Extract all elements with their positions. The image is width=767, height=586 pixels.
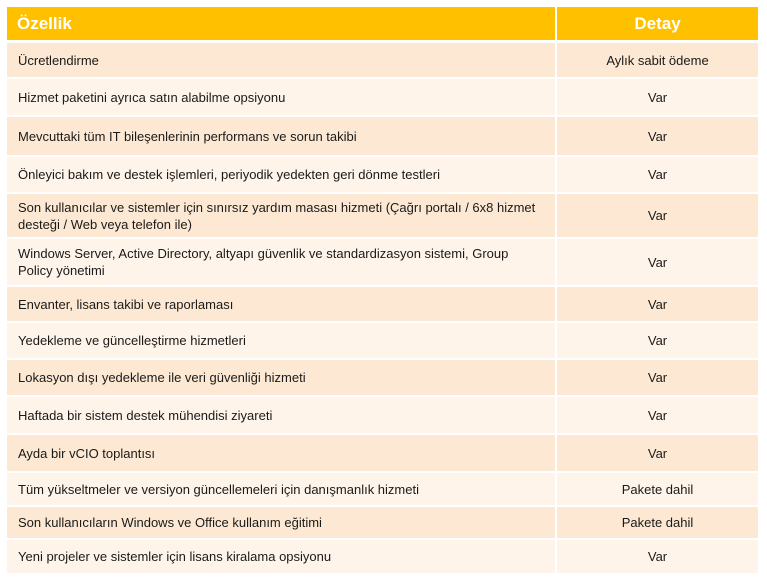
- feature-cell: Son kullanıcıların Windows ve Office kullanım eğitimi: [7, 507, 557, 540]
- detail-cell: Var: [557, 397, 758, 435]
- detail-cell: Pakete dahil: [557, 507, 758, 540]
- detail-cell: Var: [557, 194, 758, 239]
- table-row: [7, 540, 758, 575]
- detail-cell: Aylık sabit ödeme: [557, 43, 758, 79]
- table-row: [7, 435, 758, 473]
- detail-cell: Var: [557, 540, 758, 575]
- table-row: [7, 287, 758, 323]
- table-row: [7, 239, 758, 287]
- detail-cell: Var: [557, 435, 758, 473]
- table-row: [7, 323, 758, 360]
- table-row: [7, 507, 758, 540]
- feature-cell: Haftada bir sistem destek mühendisi ziyareti: [7, 397, 557, 435]
- feature-cell: Hizmet paketini ayrıca satın alabilme opsiyonu: [7, 79, 557, 117]
- table-row: [7, 473, 758, 507]
- table-row: [7, 43, 758, 79]
- feature-cell: Yeni projeler ve sistemler için lisans kiralama opsiyonu: [7, 540, 557, 575]
- detail-cell: Var: [557, 79, 758, 117]
- detail-cell: Var: [557, 157, 758, 194]
- header-row: [7, 7, 758, 43]
- feature-cell: Mevcuttaki tüm IT bileşenlerinin performans ve sorun takibi: [7, 117, 557, 157]
- table-row: [7, 117, 758, 157]
- feature-cell: Yedekleme ve güncelleştirme hizmetleri: [7, 323, 557, 360]
- table-row: [7, 194, 758, 239]
- table-row: [7, 360, 758, 397]
- feature-cell: Tüm yükseltmeler ve versiyon güncellemeleri için danışmanlık hizmeti: [7, 473, 557, 507]
- feature-cell: Ücretlendirme: [7, 43, 557, 79]
- detail-cell: Var: [557, 239, 758, 287]
- feature-cell: Windows Server, Active Directory, altyapı güvenlik ve standardizasyon sistemi, Group Policy yönetimi: [7, 239, 557, 287]
- detail-cell: Var: [557, 323, 758, 360]
- feature-cell: Ayda bir vCIO toplantısı: [7, 435, 557, 473]
- feature-table-container: [7, 7, 758, 575]
- table-row: [7, 397, 758, 435]
- feature-cell: Envanter, lisans takibi ve raporlaması: [7, 287, 557, 323]
- detail-cell: Var: [557, 360, 758, 397]
- table-row: [7, 79, 758, 117]
- feature-table: [7, 7, 758, 575]
- table-body: [7, 43, 758, 575]
- detail-cell: Var: [557, 287, 758, 323]
- detail-cell: Var: [557, 117, 758, 157]
- detail-cell: Pakete dahil: [557, 473, 758, 507]
- feature-cell: Önleyici bakım ve destek işlemleri, periyodik yedekten geri dönme testleri: [7, 157, 557, 194]
- header-feature: Özellik: [7, 7, 557, 43]
- feature-cell: Son kullanıcılar ve sistemler için sınırsız yardım masası hizmeti (Çağrı portalı / 6x8 hizmet desteği / Web veya telefon ile): [7, 194, 557, 239]
- feature-cell: Lokasyon dışı yedekleme ile veri güvenliği hizmeti: [7, 360, 557, 397]
- header-detail: Detay: [557, 7, 758, 43]
- table-row: [7, 157, 758, 194]
- table-header: [7, 7, 758, 43]
